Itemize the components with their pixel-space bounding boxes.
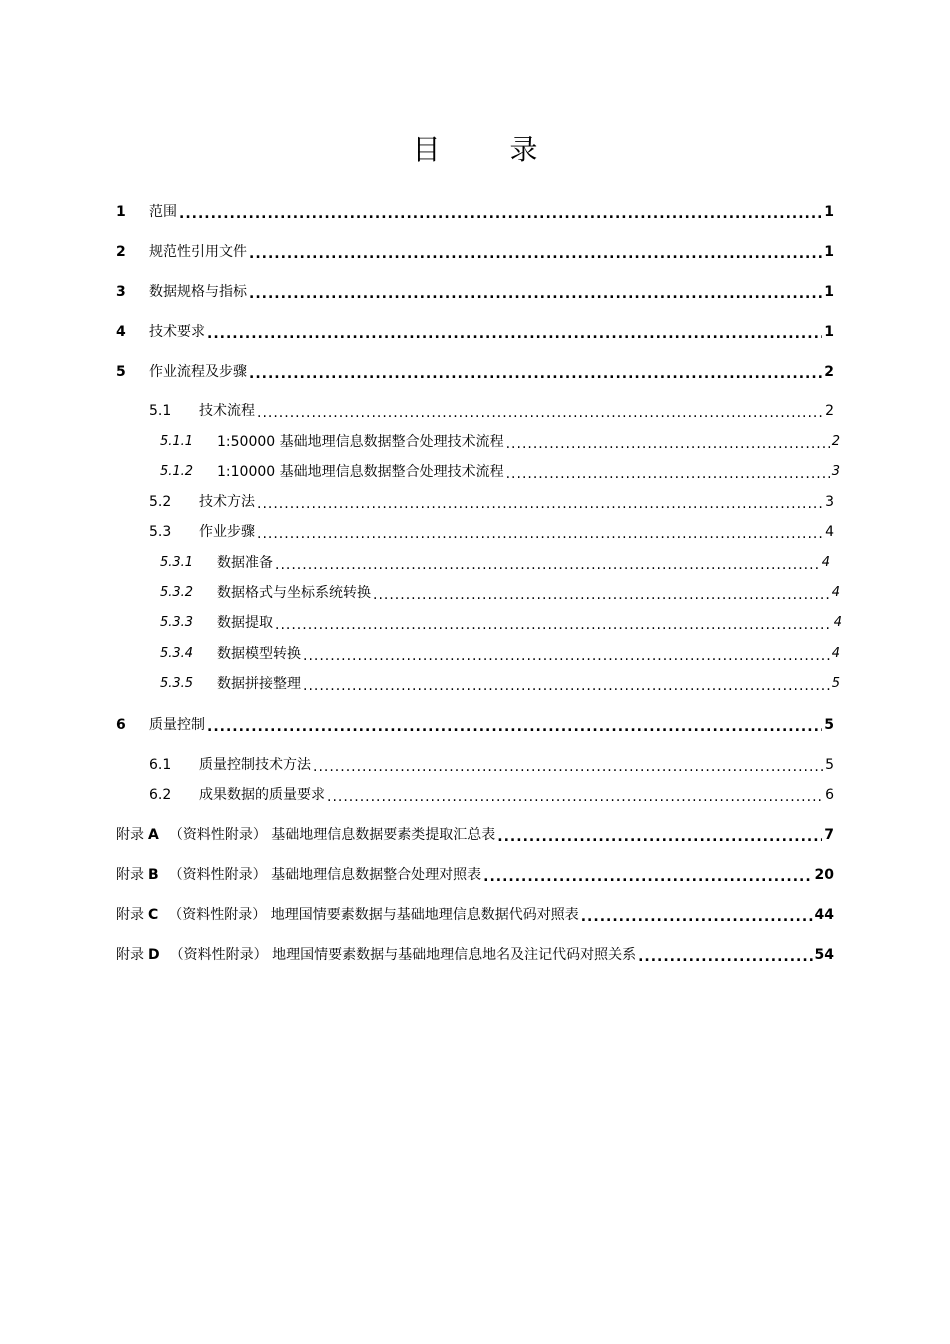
toc-title: 数据格式与坐标系统转换	[217, 585, 371, 601]
toc-number: 5.1	[149, 403, 172, 419]
toc-title: 技术要求	[149, 324, 205, 340]
toc-entry-5-3-5[interactable]	[160, 675, 840, 693]
toc-number: 2	[116, 244, 126, 260]
toc-title: 1:10000 基础地理信息数据整合处理技术流程	[217, 464, 504, 480]
toc-entry-5-3-4[interactable]	[160, 645, 840, 663]
toc-title: （资料性附录） 基础地理信息数据整合处理对照表	[168, 867, 482, 883]
toc-page: 54	[814, 947, 834, 963]
toc-page: 44	[814, 907, 834, 923]
toc-page: 1	[824, 204, 834, 220]
toc-appendix-c[interactable]	[116, 906, 834, 924]
toc-number: 5.3.2	[160, 585, 194, 600]
toc-title: 数据模型转换	[217, 646, 301, 662]
toc-entry-3[interactable]	[116, 283, 834, 301]
toc-entry-1[interactable]	[116, 203, 834, 221]
toc-page: 3	[831, 464, 840, 479]
toc-page: 3	[825, 494, 834, 510]
toc-page: 20	[814, 867, 834, 883]
toc-page: 1	[824, 284, 834, 300]
toc-prefix: 附录	[116, 947, 144, 963]
toc-entry-5-3[interactable]	[149, 523, 834, 541]
toc-appendix-a[interactable]	[116, 826, 834, 844]
toc-appendix-d[interactable]	[116, 946, 834, 964]
toc-number: 6.2	[149, 787, 172, 803]
toc-number: 5	[116, 364, 126, 380]
toc-letter: D	[148, 947, 160, 963]
toc-entry-5-1[interactable]	[149, 402, 834, 420]
toc-number: 3	[116, 284, 126, 300]
toc-page: 2	[831, 434, 840, 449]
toc-number: 6	[116, 717, 126, 733]
toc-title: 数据提取	[217, 615, 273, 631]
toc-title: 数据规格与指标	[149, 284, 247, 300]
toc-number: 1	[116, 204, 126, 220]
toc-leader	[257, 495, 823, 511]
toc-page: 1	[824, 244, 834, 260]
toc-page: 4	[831, 646, 840, 661]
toc-page: 4	[821, 555, 830, 570]
toc-letter: A	[148, 827, 159, 843]
toc-entry-5-1-1[interactable]	[160, 433, 840, 451]
page-title: 目 录	[412, 133, 568, 166]
toc-entry-6-2[interactable]	[149, 786, 834, 804]
toc-leader	[207, 718, 822, 734]
toc-entry-5[interactable]	[116, 363, 834, 381]
toc-entry-6-1[interactable]	[149, 756, 834, 774]
toc-number: 5.2	[149, 494, 172, 510]
toc-entry-2[interactable]	[116, 243, 834, 261]
toc-title: （资料性附录） 地理国情要素数据与基础地理信息地名及注记代码对照关系	[169, 947, 637, 963]
toc-title: 成果数据的质量要求	[199, 787, 325, 803]
toc-title: （资料性附录） 基础地理信息数据要素类提取汇总表	[168, 827, 496, 843]
toc-number: 6.1	[149, 757, 172, 773]
toc-leader	[373, 586, 830, 602]
toc-entry-5-1-2[interactable]	[160, 463, 840, 481]
toc-title: 数据拼接整理	[217, 676, 301, 692]
toc-leader	[581, 908, 813, 924]
toc-leader	[506, 435, 830, 451]
toc-letter: C	[148, 907, 159, 923]
toc-leader	[506, 465, 830, 481]
toc-entry-5-2[interactable]	[149, 493, 834, 511]
toc-leader	[303, 647, 830, 663]
toc-leader	[497, 828, 822, 844]
toc-prefix: 附录	[116, 827, 144, 843]
toc-title: 作业流程及步骤	[149, 364, 247, 380]
toc-entry-4[interactable]	[116, 323, 834, 341]
toc-leader	[327, 788, 823, 804]
toc-leader	[207, 325, 822, 341]
toc-letter: B	[148, 867, 159, 883]
toc-page: 7	[824, 827, 834, 843]
toc-leader	[249, 365, 822, 381]
toc-page: 1	[824, 324, 834, 340]
toc-title: 质量控制技术方法	[199, 757, 311, 773]
toc-leader	[249, 285, 822, 301]
toc-title: 数据准备	[217, 555, 273, 571]
toc-leader	[313, 758, 823, 774]
toc-page: 5	[825, 757, 834, 773]
toc-number: 5.3.1	[160, 555, 194, 570]
toc-leader	[483, 868, 812, 884]
toc-leader	[303, 677, 830, 693]
toc-page: 6	[825, 787, 834, 803]
toc-number: 5.3.4	[160, 646, 194, 661]
toc-title: （资料性附录） 地理国情要素数据与基础地理信息数据代码对照表	[168, 907, 579, 923]
toc-number: 5.1.1	[160, 434, 194, 449]
toc-prefix: 附录	[116, 907, 144, 923]
toc-page: 4	[825, 524, 834, 540]
toc-page: 2	[825, 403, 834, 419]
toc-title: 质量控制	[149, 717, 205, 733]
toc-title: 技术流程	[199, 403, 255, 419]
toc-leader	[275, 616, 832, 632]
toc-prefix: 附录	[116, 867, 144, 883]
toc-number: 5.3	[149, 524, 172, 540]
toc-leader	[257, 404, 823, 420]
toc-page: 5	[824, 717, 834, 733]
toc-number: 5.3.5	[160, 676, 194, 691]
toc-entry-5-3-1[interactable]	[160, 554, 830, 572]
toc-page: 2	[824, 364, 834, 380]
toc-leader	[275, 556, 820, 572]
toc-title: 作业步骤	[199, 524, 255, 540]
toc-appendix-b[interactable]	[116, 866, 834, 884]
toc-title: 技术方法	[199, 494, 255, 510]
toc-leader	[249, 245, 822, 261]
toc-title: 范围	[149, 204, 177, 220]
toc-entry-5-3-2[interactable]	[160, 584, 840, 602]
toc-leader	[257, 525, 823, 541]
toc-page: 4	[831, 585, 840, 600]
toc-leader	[179, 205, 822, 221]
toc-number: 5.1.2	[160, 464, 194, 479]
toc-page: 4	[833, 615, 842, 630]
toc-title: 1:50000 基础地理信息数据整合处理技术流程	[217, 434, 504, 450]
toc-title: 规范性引用文件	[149, 244, 247, 260]
toc-number: 4	[116, 324, 126, 340]
toc-leader	[638, 948, 812, 964]
toc-number: 5.3.3	[160, 615, 194, 630]
toc-entry-5-3-3[interactable]	[160, 614, 842, 632]
toc-page: 5	[831, 676, 840, 691]
toc-entry-6[interactable]	[116, 716, 834, 734]
